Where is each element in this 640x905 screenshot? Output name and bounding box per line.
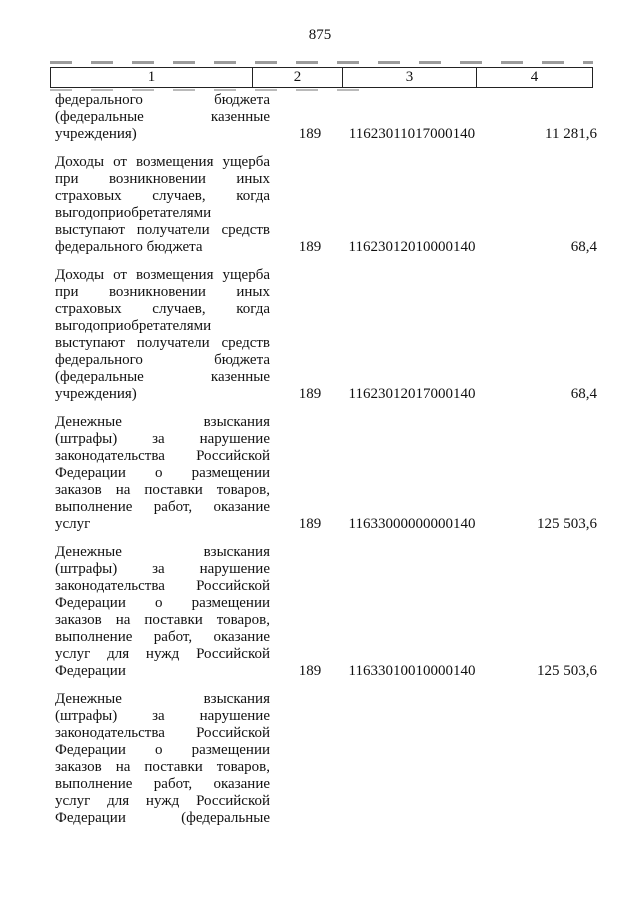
income-name-cell (50, 154, 275, 256)
admin-code-cell: 189 (298, 386, 322, 402)
text-line: выгодоприобретателями (55, 318, 212, 334)
text-line: Федерации о размещении (55, 465, 270, 481)
text-line: услуг для нужд Российской (55, 646, 270, 662)
text-line: (штрафы) за нарушение (55, 561, 270, 577)
text-line: законодательства Российской (55, 725, 270, 741)
text-line: (федеральные казенные (55, 109, 270, 125)
admin-code-cell: 189 (298, 126, 322, 142)
text-line: страховых случаев, когда (55, 188, 270, 204)
text-line: услуг (55, 516, 91, 532)
table-row (50, 154, 597, 256)
budget-code-cell: 11623012017000140 (348, 386, 476, 402)
table-row (50, 267, 597, 403)
column-header-4: 4 (477, 67, 593, 88)
column-header-1: 1 (50, 67, 253, 88)
text-line: (штрафы) за нарушение (55, 431, 270, 447)
text-line: учреждения) (55, 126, 137, 142)
table-row (50, 691, 597, 827)
text-line: федерального бюджета (55, 239, 203, 255)
text-line: (штрафы) за нарушение (55, 708, 270, 724)
text-line: заказов на поставки товаров, (55, 759, 270, 775)
text-line: Денежные взыскания (55, 414, 270, 430)
text-line: при возникновении иных (55, 284, 270, 300)
text-line: (федеральные казенные (55, 369, 270, 385)
text-line: выполнение работ, оказание (55, 629, 270, 645)
column-header-2: 2 (253, 67, 343, 88)
text-line: учреждения) (55, 386, 137, 402)
text-line: выполнение работ, оказание (55, 499, 270, 515)
budget-table (50, 67, 597, 827)
text-line: Федерации (федеральные (55, 810, 270, 826)
text-line: услуг для нужд Российской (55, 793, 270, 809)
text-line: Денежные взыскания (55, 691, 270, 707)
income-name-cell (50, 414, 275, 533)
text-line: выступают получатели средств (55, 222, 270, 238)
text-line: заказов на поставки товаров, (55, 612, 270, 628)
text-line: законодательства Российской (55, 578, 270, 594)
text-line: Доходы от возмещения ущерба (55, 154, 270, 170)
admin-code-cell: 189 (298, 239, 322, 255)
amount-cell: 68,4 (570, 239, 597, 255)
amount-cell: 68,4 (570, 386, 597, 402)
admin-code-cell: 189 (298, 516, 322, 532)
column-header-3: 3 (343, 67, 477, 88)
income-name-cell (50, 544, 275, 680)
amount-cell: 125 503,6 (537, 516, 597, 532)
text-line: Федерации о размещении (55, 595, 270, 611)
income-name-cell (50, 267, 275, 403)
table-row (50, 92, 597, 143)
table-header-row (50, 67, 593, 88)
budget-code-cell: 11633000000000140 (348, 516, 476, 532)
amount-cell: 11 281,6 (545, 126, 597, 142)
amount-cell: 125 503,6 (537, 663, 597, 679)
text-line: законодательства Российской (55, 448, 270, 464)
page-number: 875 (308, 27, 332, 43)
text-line: Федерации о размещении (55, 742, 270, 758)
budget-code-cell: 11633010010000140 (348, 663, 476, 679)
income-name-cell (50, 691, 275, 827)
text-line: выступают получатели средств (55, 335, 270, 351)
text-line: Доходы от возмещения ущерба (55, 267, 270, 283)
text-line: федерального бюджета (55, 352, 270, 368)
text-line: федерального бюджета (55, 92, 270, 108)
text-line: при возникновении иных (55, 171, 270, 187)
admin-code-cell: 189 (298, 663, 322, 679)
text-line: выполнение работ, оказание (55, 776, 270, 792)
text-line: Федерации (55, 663, 126, 679)
text-line: выгодоприобретателями (55, 205, 212, 221)
text-line: заказов на поставки товаров, (55, 482, 270, 498)
text-line: страховых случаев, когда (55, 301, 270, 317)
scan-artifact (50, 61, 593, 64)
table-row (50, 544, 597, 680)
budget-code-cell: 11623011017000140 (348, 126, 476, 142)
income-name-cell (50, 92, 275, 143)
text-line: Денежные взыскания (55, 544, 270, 560)
budget-code-cell: 11623012010000140 (348, 239, 476, 255)
table-row (50, 414, 597, 533)
